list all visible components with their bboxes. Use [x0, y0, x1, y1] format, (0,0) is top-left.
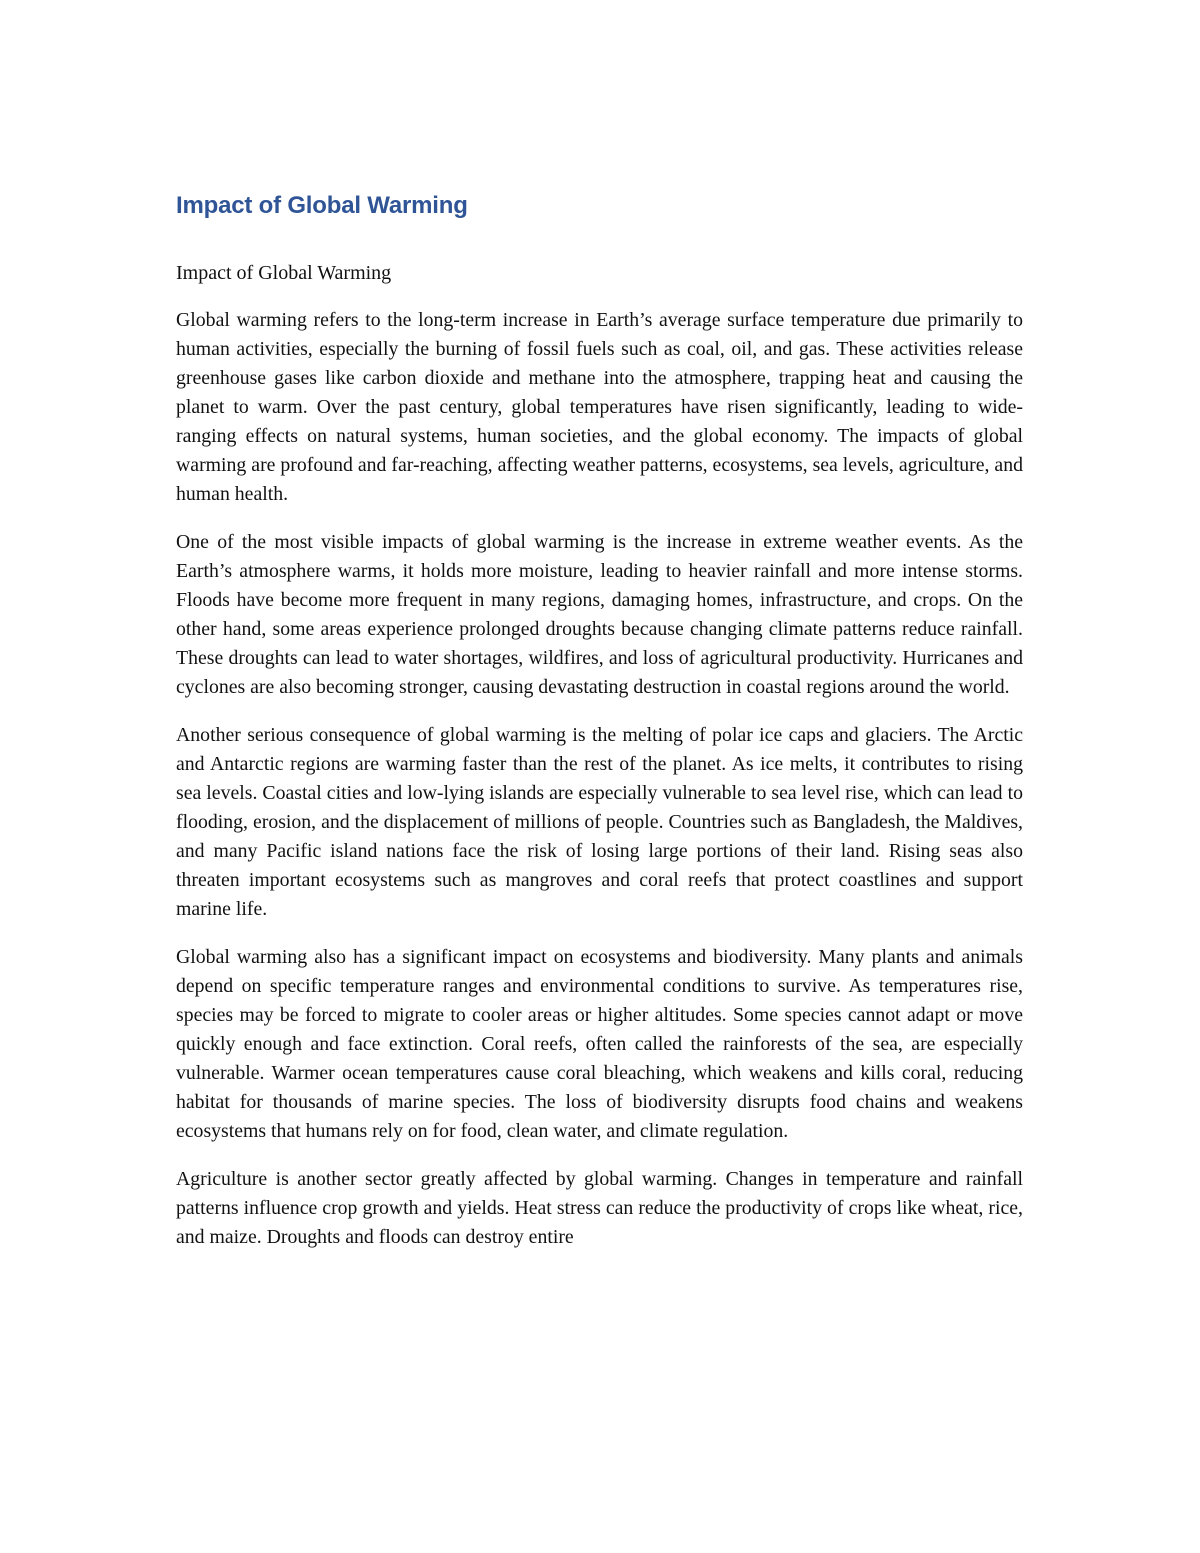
paragraph-ice-melt: Another serious consequence of global warming is the melting of polar ice caps and glaciers. The Arctic and Antarctic regions are warming faster than the rest of the planet. As ice melts, it contributes to rising sea levels. Coastal cities and low-lying islands are especially vulnerable to sea level rise, which can lead to flooding, erosion, and the displacement of millions of people. Countries such as Bangladesh, the Maldives, and many Pacific island nations face the risk of losing large portions of their land. Rising seas also threaten important ecosystems such as mangroves and coral reefs that protect coastlines and support marine life.	[176, 724, 1023, 920]
document-title: Impact of Global Warming	[176, 192, 468, 219]
paragraph-extreme-weather: One of the most visible impacts of global warming is the increase in extreme weather events. As the Earth’s atmosphere warms, it holds more moisture, leading to heavier rainfall and more intense storms. Floods have become more frequent in many regions, damaging homes, infrastructure, and crops. On the other hand, some areas experience prolonged droughts because changing climate patterns reduce rainfall. These droughts can lead to water shortages, wildfires, and loss of agricultural productivity. Hurricanes and cyclones are also becoming stronger, causing devastating destruction in coastal regions around the world.	[176, 531, 1023, 698]
paragraph-intro: Global warming refers to the long-term increase in Earth’s average surface temperature due primarily to human activities, especially the burning of fossil fuels such as coal, oil, and gas. These activities release greenhouse gases like carbon dioxide and methane into the atmosphere, trapping heat and causing the planet to warm. Over the past century, global temperatures have risen significantly, leading to wide-ranging effects on natural systems, human societies, and the global economy. The impacts of global warming are profound and far-reaching, affecting weather patterns, ecosystems, sea levels, agriculture, and human health.	[176, 309, 1023, 505]
document-subtitle: Impact of Global Warming	[176, 262, 392, 284]
document-body	[176, 190, 1023, 1271]
paragraph-biodiversity: Global warming also has a significant impact on ecosystems and biodiversity. Many plants and animals depend on specific temperature ranges and environmental conditions to survive. As temperatures rise, species may be forced to migrate to cooler areas or higher altitudes. Some species cannot adapt or move quickly enough and face extinction. Coral reefs, often called the rainforests of the sea, are especially vulnerable. Warmer ocean temperatures cause coral bleaching, which weakens and kills coral, reducing habitat for thousands of marine species. The loss of biodiversity disrupts food chains and weakens ecosystems that humans rely on for food, clean water, and climate regulation.	[176, 946, 1023, 1142]
paragraph-agriculture: Agriculture is another sector greatly affected by global warming. Changes in temperature and rainfall patterns influence crop growth and yields. Heat stress can reduce the productivity of crops like wheat, rice, and maize. Droughts and floods can destroy entire	[176, 1168, 1023, 1248]
